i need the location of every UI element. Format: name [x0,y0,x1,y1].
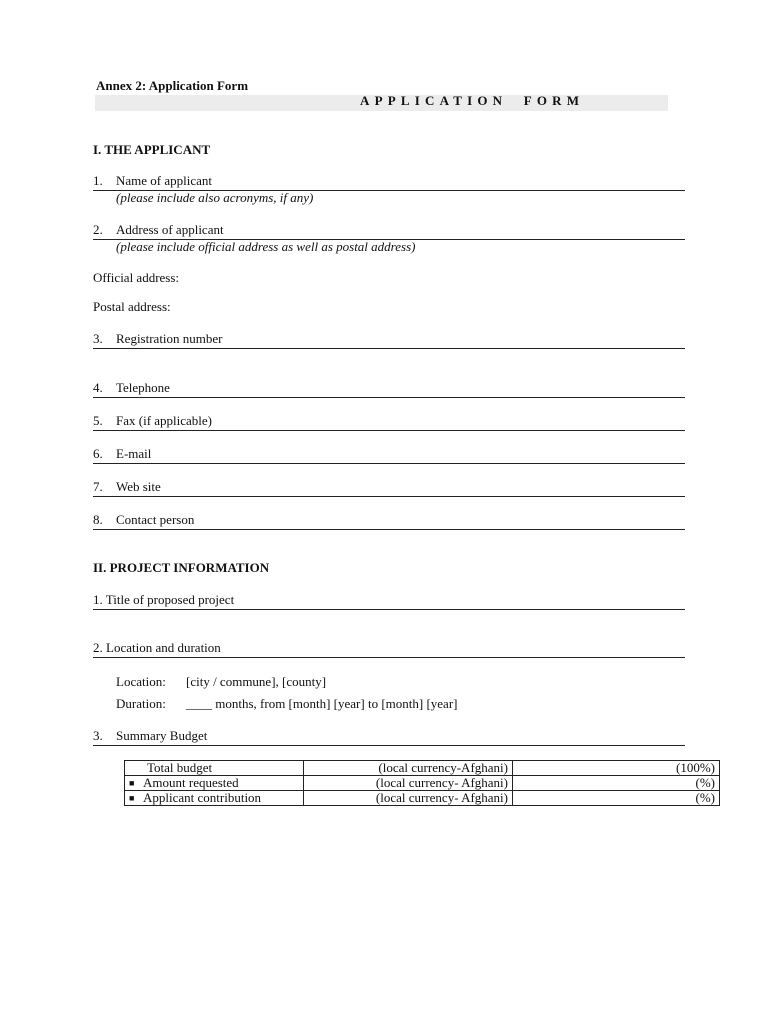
field-name-of-applicant[interactable] [93,173,685,191]
square-bullet-icon: ■ [129,778,135,788]
field-project-title[interactable] [93,592,685,610]
budget-label: Amount requested [143,775,239,790]
table-row [125,776,720,791]
field-web-site[interactable] [93,479,685,497]
field-label: 1. Title of proposed project [93,592,235,607]
budget-label-cell [125,776,304,791]
field-number: 3. [93,728,103,743]
field-number: 6. [93,446,103,461]
table-row [125,791,720,806]
field-number: 1. [93,173,103,188]
field-registration-number[interactable] [93,331,685,349]
field-telephone[interactable] [93,380,685,398]
field-contact-person[interactable] [93,512,685,530]
field-label: Summary Budget [116,728,208,743]
field-label: Address of applicant [116,222,224,237]
field-label: E-mail [116,446,152,461]
field-label: Registration number [116,331,223,346]
field-number: 2. [93,222,103,237]
budget-label-cell [125,761,304,776]
field-number: 4. [93,380,103,395]
section-applicant-heading: I. THE APPLICANT [93,142,211,157]
budget-label: Total budget [147,760,213,775]
field-location-duration[interactable] [93,640,685,658]
field-number: 5. [93,413,103,428]
field-number: 7. [93,479,103,494]
budget-currency-cell[interactable]: (local currency- Afghani) [304,791,513,806]
table-row [125,761,720,776]
field-number: 8. [93,512,103,527]
form-title: APPLICATION FORM [360,93,585,108]
field-label: Fax (if applicable) [116,413,213,428]
budget-percent-cell[interactable]: (100%) [513,761,720,776]
field-label: 2. Location and duration [93,640,221,655]
annex-heading: Annex 2: Application Form [96,78,249,93]
field-email[interactable] [93,446,685,464]
field-label: Web site [116,479,161,494]
field-number: 3. [93,331,103,346]
field-label: Contact person [116,512,195,527]
field-label: Telephone [116,380,170,395]
location-label: Location: [116,674,166,689]
section-project-heading: II. PROJECT INFORMATION [93,560,270,575]
field-note-address: (please include official address as well as postal address) [116,239,416,254]
official-address-label: Official address: [93,270,180,285]
postal-address-label: Postal address: [93,299,171,314]
budget-label-cell [125,791,304,806]
budget-label: Applicant contribution [143,790,262,805]
budget-percent-cell[interactable]: (%) [513,776,720,791]
field-address-of-applicant[interactable] [93,222,685,240]
duration-label: Duration: [116,696,166,711]
budget-table [124,760,720,806]
field-fax[interactable] [93,413,685,431]
budget-currency-cell[interactable]: (local currency-Afghani) [304,761,513,776]
square-bullet-icon: ■ [129,793,135,803]
budget-percent-cell[interactable]: (%) [513,791,720,806]
field-note-acronyms: (please include also acronyms, if any) [116,190,314,205]
location-value: [city / commune], [county] [186,674,327,689]
field-summary-budget[interactable] [93,728,685,746]
duration-value: ____ months, from [month] [year] to [month] [year] [186,696,458,711]
budget-currency-cell[interactable]: (local currency- Afghani) [304,776,513,791]
field-label: Name of applicant [116,173,213,188]
